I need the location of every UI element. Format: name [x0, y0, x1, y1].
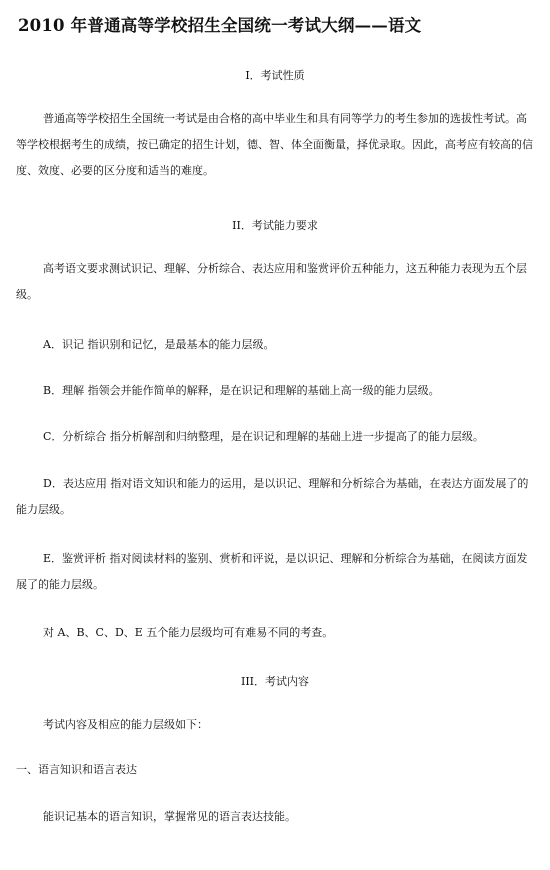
paragraph-content-intro: 考试内容及相应的能力层级如下：	[43, 718, 208, 731]
paragraph-level-a: A．识记 指识别和记忆，是最基本的能力层级。	[43, 338, 275, 351]
paragraph-level-d: D．表达应用 指对语文知识和能力的运用，是以识记、理解和分析综合为基础，在表达方面发展了的能力层级。	[16, 477, 529, 516]
paragraph-ability-intro: 高考语文要求测试识记、理解、分析综合、表达应用和鉴赏评价五种能力，这五种能力表现为五个层级。	[16, 262, 527, 301]
paragraph-language-skills: 能识记基本的语言知识，掌握常见的语言表达技能。	[43, 810, 296, 823]
subheading-language-knowledge: 一、语言知识和语言表达	[16, 763, 137, 776]
paragraph-level-e: E．鉴赏评析 指对阅读材料的鉴别、赏析和评说，是以识记、理解和分析综合为基础，在阅读方面发展了的能力层级。	[16, 552, 528, 591]
paragraph-level-b: B．理解 指领会并能作简单的解释，是在识记和理解的基础上高一级的能力层级。	[43, 384, 440, 397]
paragraph-levels-note: 对 A、B、C、D、E 五个能力层级均可有难易不同的考查。	[43, 626, 334, 639]
section-heading-ability: II．考试能力要求	[232, 219, 318, 232]
page-title: 2010 年普通高等学校招生全国统一考试大纲——语文	[18, 16, 422, 35]
section-heading-content: III．考试内容	[240, 675, 310, 688]
section-heading-nature: I．考试性质	[245, 69, 305, 82]
paragraph-exam-nature: 普通高等学校招生全国统一考试是由合格的高中毕业生和具有同等学力的考生参加的选拔性考试。高等学校根据考生的成绩，按已确定的招生计划，德、智、体全面衡量，择优录取。因此，高考应有较高的信度、效度、必要的区分度和适当的难度。	[16, 112, 533, 177]
paragraph-level-c: C．分析综合 指分析解剖和归纳整理，是在识记和理解的基础上进一步提高了的能力层级。	[43, 430, 484, 443]
